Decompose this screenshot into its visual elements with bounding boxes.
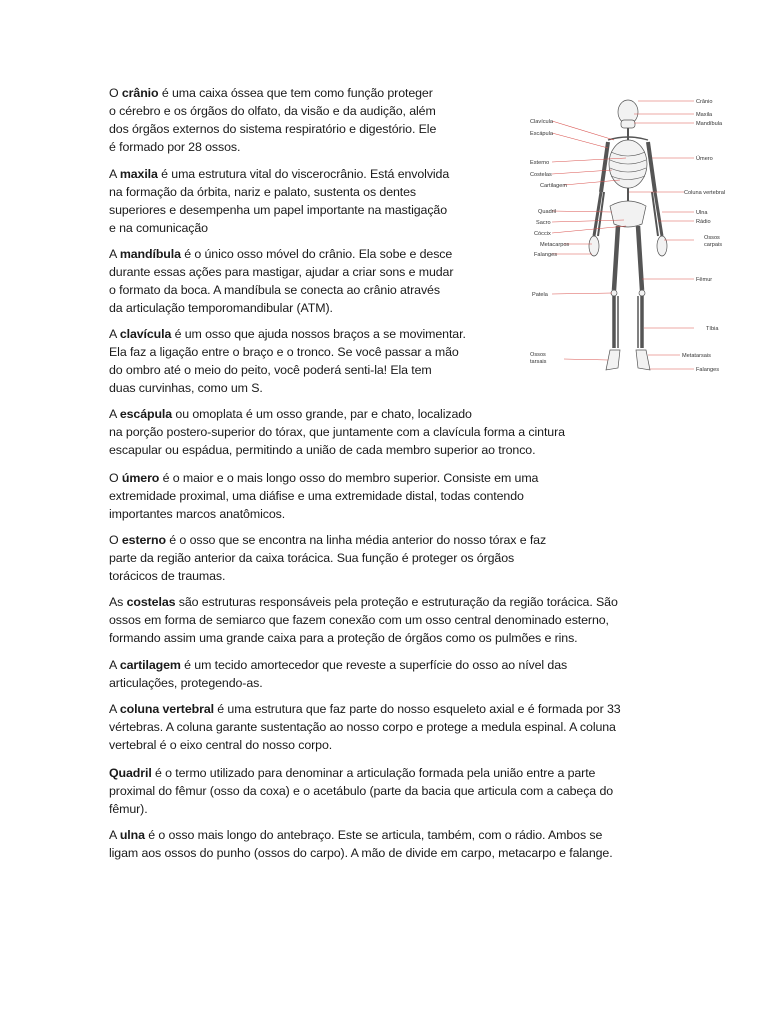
text-run: é o osso que se encontra na linha média anterior do nosso tórax e faz: [165, 533, 547, 547]
text-line: [109, 487, 538, 505]
paragraph-mandibula: [109, 245, 453, 317]
text-line: [109, 138, 436, 156]
text-run: são estruturas responsáveis pela proteção e estruturação da região torácica. São: [175, 595, 618, 609]
skeleton-diagram: [516, 88, 738, 386]
bold-term: cartilagem: [119, 658, 181, 672]
jaw-shape: [621, 120, 635, 128]
paragraph-cartilagem: [109, 656, 567, 692]
text-line: [109, 505, 538, 523]
text-line: [109, 183, 449, 201]
paragraph-escapula: [109, 405, 565, 459]
label-patela: Patela: [532, 292, 548, 298]
bold-term: coluna vertebral: [119, 702, 214, 716]
bold-term: ulna: [119, 828, 145, 842]
label-esterno: Esterno: [530, 160, 550, 166]
text-run: é uma caixa óssea que tem como função proteger: [158, 86, 433, 100]
label-falanges-mao: Falanges: [534, 252, 558, 258]
text-line: [109, 531, 546, 549]
text-run: O: [109, 471, 122, 485]
text-run: A: [109, 702, 120, 716]
text-line: [109, 441, 565, 459]
bold-term: úmero: [121, 471, 160, 485]
text-run: é formado por 28 ossos.: [109, 140, 241, 154]
label-radio: Rádio: [696, 219, 711, 225]
label-costelas: Costelas: [530, 172, 552, 178]
text-line: [109, 782, 613, 800]
paragraph-umero: [109, 469, 538, 523]
text-line: [109, 165, 449, 183]
text-line: [109, 219, 449, 237]
text-line: [109, 656, 567, 674]
text-line: [109, 120, 436, 138]
label-clavicula: Clavícula: [530, 119, 554, 125]
label-quadril: Quadril: [538, 209, 557, 215]
label-ossos-tarsais-2: tarsais: [530, 359, 547, 365]
text-run: Ela faz a ligação entre o braço e o tronco. Se você passar a mão: [109, 345, 459, 359]
text-line: [109, 826, 613, 844]
text-line: [109, 736, 621, 754]
text-run: O: [109, 533, 122, 547]
text-run: vértebras. A coluna garante sustentação ao nosso corpo e protege a medula espinal. A coluna: [109, 720, 616, 734]
text-line: [109, 245, 453, 263]
paragraph-clavicula: [109, 325, 466, 397]
text-line: [109, 201, 449, 219]
text-line: [109, 718, 621, 736]
bold-term: maxila: [119, 167, 158, 181]
text-line: [109, 549, 546, 567]
text-run: torácicos de traumas.: [109, 569, 226, 583]
text-line: [109, 567, 546, 585]
text-line: [109, 469, 538, 487]
bold-term: clavícula: [119, 327, 172, 341]
label-tibia: Tíbia: [706, 326, 719, 332]
text-run: vertebral é o eixo central do nosso corpo.: [109, 738, 333, 752]
label-ossos-carpais-2: carpais: [704, 242, 723, 248]
labels-right: [682, 99, 725, 373]
text-line: [109, 674, 567, 692]
text-line: [109, 611, 618, 629]
label-ulna: Ulna: [696, 210, 708, 216]
label-cranio: Crânio: [696, 99, 713, 105]
text-run: o cérebro e os órgãos do olfato, da visão e da audição, além: [109, 104, 436, 118]
text-run: do ombro até o meio do peito, você poderá senti-la! Ela tem: [109, 363, 432, 377]
text-line: [109, 379, 466, 397]
label-coccix: Cóccix: [534, 231, 551, 237]
label-coluna-vertebral: Coluna vertebral: [684, 190, 726, 196]
text-run: proximal do fêmur (osso da coxa) e o acetábulo (parte da bacia que articula com a cabeça do: [109, 784, 614, 798]
paragraph-costelas: [109, 593, 618, 647]
femur-left-shape: [614, 226, 618, 290]
text-run: é um osso que ajuda nossos braços a se movimentar.: [171, 327, 466, 341]
text-line: [109, 764, 613, 782]
label-metacarpos: Metacarpos: [540, 242, 570, 248]
text-run: é uma estrutura que faz parte do nosso esqueleto axial e é formada por 33: [213, 702, 621, 716]
text-run: O: [109, 86, 122, 100]
bold-term: crânio: [121, 86, 159, 100]
label-maxila: Maxila: [696, 112, 713, 118]
text-line: [109, 423, 565, 441]
text-line: [109, 800, 613, 818]
bold-term: escápula: [119, 407, 173, 421]
text-line: [109, 84, 436, 102]
text-run: A: [109, 327, 120, 341]
text-run: superiores e desempenha um papel importante na mastigação: [109, 203, 448, 217]
bold-term: esterno: [121, 533, 166, 547]
text-run: é o maior e o mais longo osso do membro superior. Consiste em uma: [159, 471, 539, 485]
text-run: ligam aos ossos do punho (ossos do carpo). A mão de divide em carpo, metacarpo e falange.: [109, 846, 613, 860]
skeleton-figure: [516, 88, 738, 386]
text-line: [109, 629, 618, 647]
paragraph-ulna: [109, 826, 613, 862]
pelvis-shape: [610, 201, 646, 227]
text-line: [109, 405, 565, 423]
label-ossos-tarsais-1: Ossos: [530, 352, 546, 358]
text-run: da articulação temporomandibular (ATM).: [109, 301, 333, 315]
text-run: durante essas ações para mastigar, ajudar a criar sons e mudar: [109, 265, 454, 279]
label-femur: Fêmur: [696, 277, 713, 283]
text-run: é o termo utilizado para denominar a articulação formada pela união entre a parte: [151, 766, 596, 780]
label-falanges-pe: Falanges: [696, 367, 720, 373]
paragraph-esterno: [109, 531, 546, 585]
label-mandibula: Mandíbula: [696, 121, 723, 127]
text-run: A: [109, 658, 120, 672]
label-ossos-carpais-1: Ossos: [704, 235, 720, 241]
bold-term: Quadril: [109, 766, 152, 780]
hand-right-shape: [657, 236, 667, 256]
foot-right-shape: [636, 350, 650, 370]
text-run: dos órgãos externos do sistema respiratório e digestório. Ele: [109, 122, 437, 136]
text-run: formando assim uma grande caixa para a proteção de órgãos como os pulmões e rins.: [109, 631, 578, 645]
text-run: parte da região anterior da caixa torácica. Sua função é proteger os órgãos: [109, 551, 515, 565]
text-run: fêmur).: [109, 802, 148, 816]
text-line: [109, 281, 453, 299]
bold-term: mandíbula: [119, 247, 181, 261]
text-run: articulações, protegendo-as.: [109, 676, 263, 690]
text-line: [109, 325, 466, 343]
text-line: [109, 299, 453, 317]
text-run: é uma estrutura vital do viscerocrânio. Está envolvida: [157, 167, 450, 181]
label-escapula: Escápula: [530, 131, 554, 137]
text-run: A: [109, 247, 120, 261]
text-run: escapular ou espádua, permitindo a união de cada membro superior ao tronco.: [109, 443, 536, 457]
label-cartilagem: Cartilagem: [540, 183, 568, 189]
labels-left: [530, 119, 569, 365]
text-line: [109, 263, 453, 281]
humerus-right-shape: [648, 142, 655, 192]
text-run: As: [109, 595, 127, 609]
text-line: [109, 700, 621, 718]
text-line: [109, 102, 436, 120]
text-line: [109, 361, 466, 379]
text-run: importantes marcos anatômicos.: [109, 507, 286, 521]
text-line: [109, 593, 618, 611]
text-line: [109, 343, 466, 361]
femur-right-shape: [638, 226, 642, 290]
label-umero: Úmero: [696, 156, 713, 162]
text-run: é o único osso móvel do crânio. Ela sobe e desce: [180, 247, 453, 261]
paragraph-quadril: [109, 764, 613, 818]
text-run: na porção postero-superior do tórax, que juntamente com a clavícula forma a cintura: [109, 425, 565, 439]
text-run: A: [109, 167, 120, 181]
text-run: o formato da boca. A mandíbula se conecta ao crânio através: [109, 283, 440, 297]
skeleton-body: [589, 100, 667, 370]
paragraph-coluna-vertebral: [109, 700, 621, 754]
humerus-left-shape: [601, 142, 608, 192]
text-run: extremidade proximal, uma diáfise e uma extremidade distal, todas contendo: [109, 489, 524, 503]
paragraph-maxila: [109, 165, 449, 237]
hand-left-shape: [589, 236, 599, 256]
text-run: ou omoplata é um osso grande, par e chato, localizado: [172, 407, 472, 421]
text-run: é um tecido amortecedor que reveste a superfície do osso ao nível das: [180, 658, 568, 672]
label-sacro: Sacro: [536, 220, 551, 226]
text-run: ossos em forma de semiarco que fazem conexão com um osso central denominado esterno,: [109, 613, 609, 627]
text-run: A: [109, 407, 120, 421]
paragraph-cranio: [109, 84, 436, 156]
text-run: é o osso mais longo do antebraço. Este se articula, também, com o rádio. Ambos se: [144, 828, 603, 842]
text-run: e na comunicação: [109, 221, 208, 235]
bold-term: costelas: [126, 595, 176, 609]
text-run: duas curvinhas, como um S.: [109, 381, 263, 395]
text-run: A: [109, 828, 120, 842]
text-run: na formação da órbita, nariz e palato, sustenta os dentes: [109, 185, 417, 199]
text-line: [109, 844, 613, 862]
label-metatarsais: Metatarsais: [682, 353, 711, 359]
foot-left-shape: [606, 350, 620, 370]
